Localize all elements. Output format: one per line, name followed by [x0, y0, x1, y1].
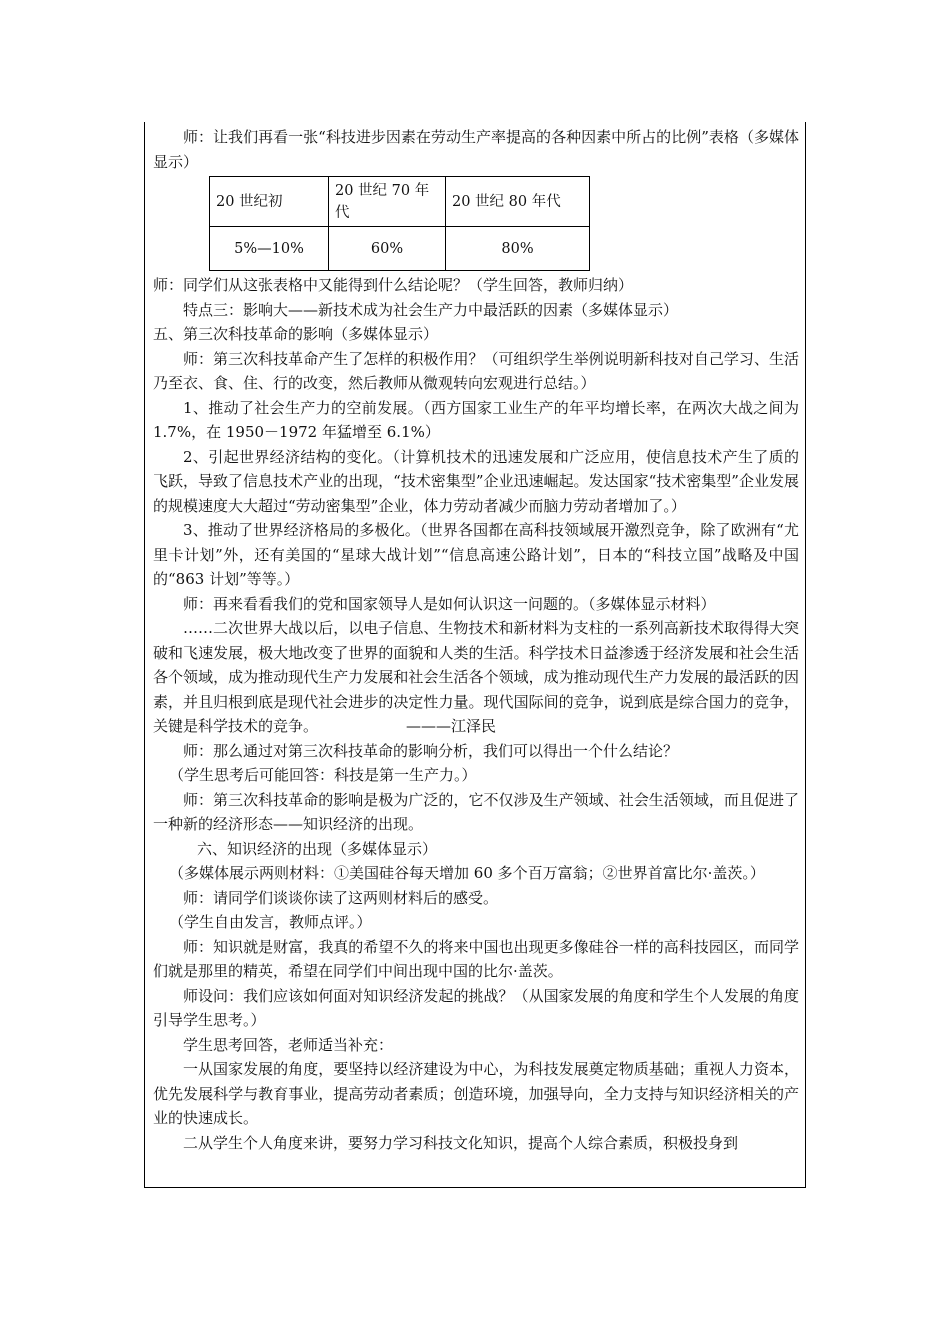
paragraph: 师：请同学们谈谈你读了这两则材料后的感受。 — [183, 888, 499, 907]
table-cell: 80% — [446, 227, 590, 271]
paragraph: 2、引起世界经济结构的变化。（计算机技术的迅速发展和广泛应用，使信息技术产生了质的飞跃，导致了信息技术产业的出现，“技术密集型”企业迅速崛起。发达国家“技术密集型”企业发展的规模速度大大超过“劳动密集型”企业，体力劳动者减少而脑力劳动者增加了。） — [153, 447, 799, 515]
paragraph: 学生思考回答，老师适当补充： — [183, 1035, 394, 1054]
paragraph: 师：同学们从这张表格中又能得到什么结论呢？（学生回答，教师归纳） — [153, 276, 634, 294]
table-cell: 60% — [329, 227, 446, 271]
paragraph: 师：知识就是财富，我真的希望不久的将来中国也出现更多像硅谷一样的高科技园区，而同学们就是那里的精英，希望在同学们中间出现中国的比尔·盖茨。 — [153, 937, 799, 980]
paragraph: （学生思考后可能回答：科技是第一生产力。） — [169, 766, 477, 784]
paragraph: 师：让我们再看一张“科技进步因素在劳动生产率提高的各种因素中所占的比例”表格（多媒体显示） — [153, 128, 799, 171]
paragraph: 一从国家发展的角度，要坚持以经济建设为中心，为科技发展奠定物质基础；重视人力资本，优先发展科学与教育事业，提高劳动者素质；创造环境，加强导向，全力支持与知识经济相关的产业的快速成长。 — [153, 1060, 799, 1127]
paragraph: 师：那么通过对第三次科技革命的影响分析，我们可以得出一个什么结论？ — [183, 741, 679, 760]
quote-paragraph — [153, 616, 799, 739]
paragraph: 师：第三次科技革命的影响是极为广泛的，它不仅涉及生产领域、社会生活领域，而且促进了一种新的经济形态——知识经济的出现。 — [153, 790, 799, 833]
quote-text: ……二次世界大战以后，以电子信息、生物技术和新材料为支柱的一系列高新技术取得得大突破和飞速发展，极大地改变了世界的面貌和人类的生活。科学技术日益渗透于经济发展和社会生活各个领域，成为推动现代生产力发展和社会生活各个领域，成为推动现代生产力发展的最活跃的因素，并且归根到底是现代社会进步的决定性力量。现代国际间的竞争，说到底是综合国力的竞争，关键是科学技术的竞争。 — [153, 619, 799, 735]
paragraph: 师：再来看看我们的党和国家领导人是如何认识这一问题的。（多媒体显示材料） — [183, 594, 716, 613]
paragraph: （多媒体展示两则材料：①美国硅谷每天增加 60 多个百万富翁；②世界首富比尔·盖茨。） — [169, 864, 765, 882]
table-cell: 5%—10% — [210, 227, 329, 271]
paragraph: 1、推动了社会生产力的空前发展。（西方国家工业生产的年平均增长率，在两次大战之间为 1.7%，在 1950－1972 年猛增至 6.1%） — [153, 398, 799, 441]
paragraph: （学生自由发言，教师点评。） — [169, 913, 372, 931]
quote-author: ———江泽民 — [406, 717, 497, 735]
paragraph: 3、推动了世界经济格局的多极化。（世界各国都在高科技领域展开激烈竞争，除了欧洲有“尤里卡计划”外，还有美国的“星球大战计划”“信息高速公路计划”，日本的“科技立国”战略及中国的“863 计划”等等。） — [153, 521, 799, 588]
table-row — [210, 177, 590, 227]
table-header-cell: 20 世纪初 — [210, 177, 329, 227]
section-heading: 五、第三次科技革命的影响（多媒体显示） — [153, 325, 439, 343]
table-header-cell: 20 世纪 70 年代 — [329, 177, 446, 227]
paragraph: 师：第三次科技革命产生了怎样的积极作用？（可组织学生举例说明新科技对自己学习、生活乃至衣、食、住、行的改变，然后教师从微观转向宏观进行总结。） — [153, 349, 799, 392]
paragraph: 特点三：影响大——新技术成为社会生产力中最活跃的因素（多媒体显示） — [183, 300, 679, 319]
section-heading: 六、知识经济的出现（多媒体显示） — [197, 839, 438, 858]
document-body — [153, 125, 799, 1155]
paragraph: 二从学生个人角度来讲，要努力学习科技文化知识，提高个人综合素质，积极投身到 — [183, 1133, 739, 1152]
data-table — [209, 176, 590, 271]
table-header-cell: 20 世纪 80 年代 — [446, 177, 590, 227]
paragraph: 师设问：我们应该如何面对知识经济发起的挑战？（从国家发展的角度和学生个人发展的角度引导学生思考。） — [153, 986, 799, 1029]
table-row — [210, 227, 590, 271]
